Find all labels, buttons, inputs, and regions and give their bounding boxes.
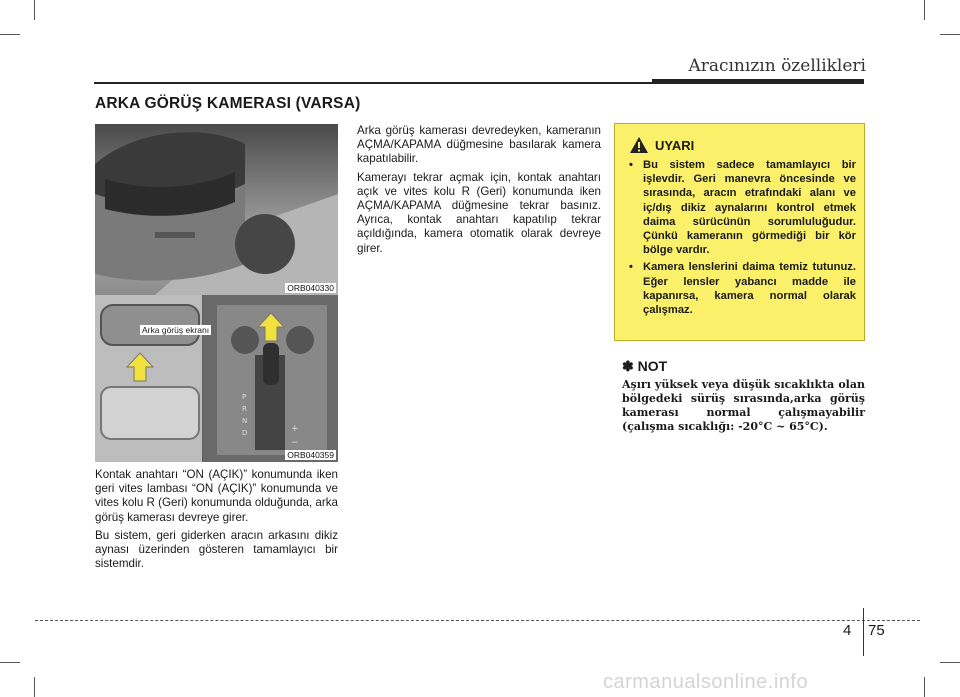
warning-item: [627, 158, 856, 257]
footer-rule: [35, 620, 920, 621]
warning-item-text: Bu sistem sadece tamamlayıcı bir işlevdir. Geri manevra öncesinde ve sırasında, aracın etrafındaki alanı ve iç/dış dikiz aynalarını kontrol etmek daima sürücünün sorumluluğudur. Çünkü kameranın görmediği bir kör bölge vardır.: [643, 159, 856, 257]
paragraph: Kontak anahtarı “ON (AÇIK)” konumunda iken geri vites lambası “ON (AÇIK)” konumunda ve vites kolu R (Geri) konumunda olduğunda, arka görüş kamerası devreye girer.: [95, 468, 338, 524]
paragraph: Kamerayı tekrar açmak için, kontak anahtarı açık ve vites kolu R (Geri) konumunda iken AÇMA/KAPAMA düğmesine tekrar basınız. Ayrıca, kontak anahtarı kapatılıp tekrar açıldığında, kamera otomatik olarak devreye girer.: [357, 170, 601, 255]
gear-letter-p: P: [242, 393, 247, 401]
note-text: Aşırı yüksek veya düşük sıcaklıkta olan bölgedeki sürüş sırasında,arka görüş kamerası normal çalışmayabilir (çalışma sıcaklığı: -20°C ~ 65°C).: [622, 378, 865, 433]
paragraph: Arka görüş kamerası devredeyken, kameranın AÇMA/KAPAMA düğmesine basılarak kamera kapatılabilir.: [357, 124, 601, 166]
header-rule-accent: [652, 79, 864, 84]
crop-mark: [0, 662, 20, 663]
chapter-number: 4: [843, 622, 852, 639]
crop-mark: [0, 34, 20, 35]
gear-letter-n: N: [242, 417, 248, 425]
watermark: carmanualsonline.info: [603, 671, 809, 693]
figure-mirror-gear: [95, 295, 338, 462]
bullet: •: [629, 159, 633, 171]
car-rear-illustration: [95, 124, 338, 295]
crop-mark: [940, 662, 960, 663]
note-title: ✽ NOT: [622, 358, 668, 374]
page-number: 75: [868, 622, 885, 639]
warning-list: [627, 158, 856, 320]
left-column-text: [95, 468, 338, 575]
gear-sign-plus: +: [291, 424, 299, 434]
warning-item: [627, 260, 856, 317]
warning-box: [614, 123, 865, 341]
mirror-gear-illustration: [95, 295, 338, 462]
warning-item-text: Kamera lenslerini daima temiz tutunuz. Eğer lensler yabancı madde ile kapanırsa, kamera normal olarak çalışmaz.: [643, 261, 856, 317]
crop-mark: [924, 0, 925, 20]
section-title: ARKA GÖRÜŞ KAMERASI (VARSA): [95, 95, 361, 112]
gear-sign-minus: −: [291, 438, 299, 448]
middle-column-text: [357, 124, 601, 260]
bullet: •: [629, 261, 633, 274]
crop-mark: [34, 677, 35, 697]
gear-letter-r: R: [242, 405, 247, 413]
warning-triangle-icon: [629, 136, 649, 154]
figure-code: ORB040359: [287, 450, 334, 460]
crop-mark: [924, 677, 925, 697]
gear-letter-d: D: [242, 429, 248, 437]
figure-code: ORB040330: [287, 283, 334, 293]
page-number-separator: [863, 608, 864, 656]
crop-mark: [34, 0, 35, 20]
mirror-label: Arka görüş ekranı: [142, 325, 210, 335]
warning-title: UYARI: [655, 138, 695, 153]
figure-car-rear: [95, 124, 338, 295]
paragraph: Bu sistem, geri giderken aracın arkasını dikiz aynası üzerinden gösteren tamamlayıcı bir sistemdir.: [95, 528, 338, 571]
chapter-title: Aracınızın özellikleri: [688, 56, 866, 76]
crop-mark: [940, 34, 960, 35]
